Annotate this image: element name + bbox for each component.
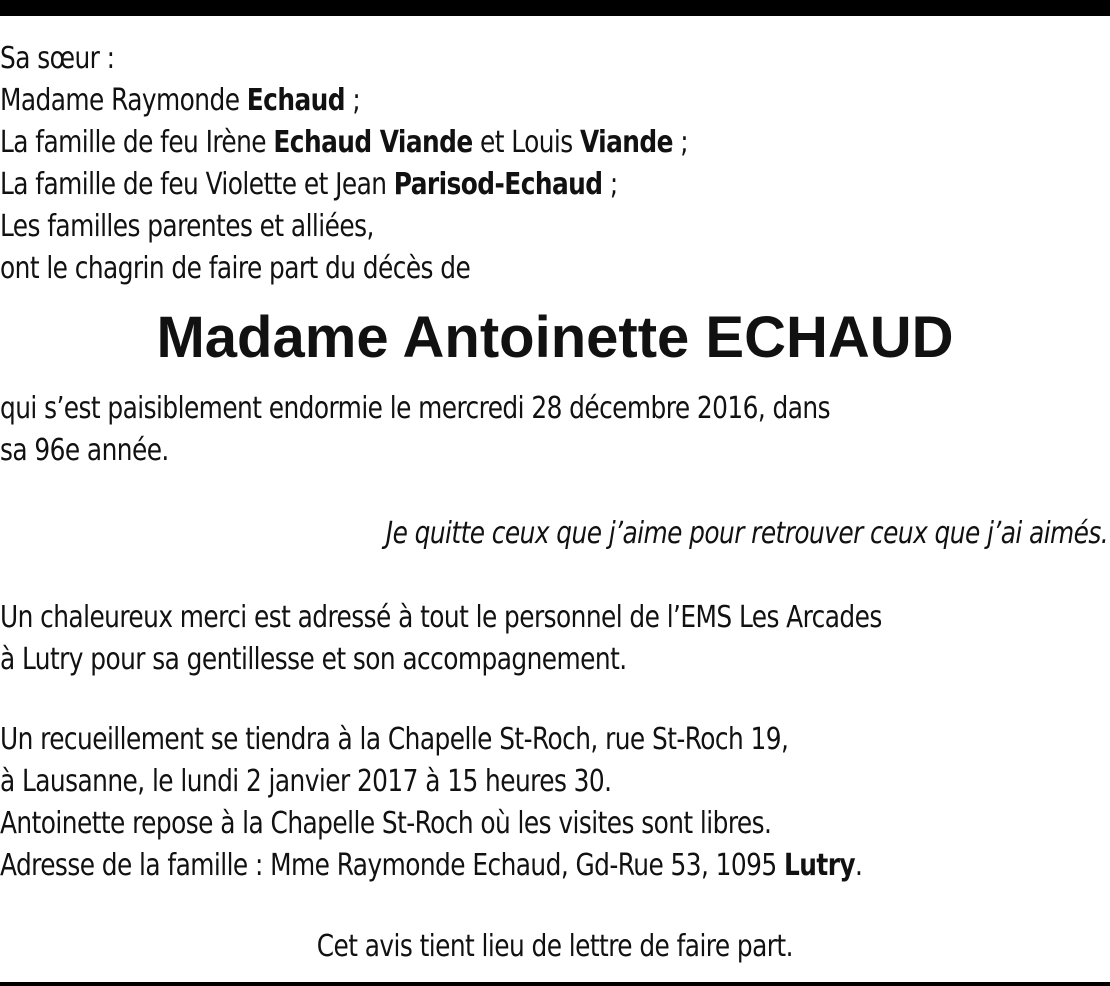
family-line-3-suffix: ; [602,167,618,202]
ceremony-line-4-suffix: . [855,848,863,883]
top-rule [0,0,1110,16]
ceremony-line-4-town: Lutry [783,848,856,883]
closing-text: Cet avis tient lieu de lettre de faire part. [316,929,794,964]
ceremony-line-4 [0,845,1110,887]
ceremony-line-4-prefix: Adresse de la famille : Mme Raymonde Echaud, Gd-Rue 53, 1095 [0,848,784,883]
family-line-3 [0,164,1021,206]
ceremony-line-3: Antoinette repose à la Chapelle St-Roch où les visites sont libres. [0,806,772,841]
ceremony-details [0,719,1110,887]
family-line-2 [0,122,1021,164]
thanks-line-1: Un chaleureux merci est adressé à tout le personnel de l’EMS Les Arcades [0,600,882,635]
family-line-1-name: Echaud [246,83,346,118]
closing-line [0,926,1110,968]
sister-label: Sa sœur : [0,41,115,76]
quote: Je quitte ceux que j’aime pour retrouver ceux que j’ai aimés. [385,516,1108,551]
deceased-name: Madame Antoinette ECHAUD [156,305,954,370]
family-line-1 [0,80,1021,122]
ceremony-line-1: Un recueillement se tiendra à la Chapelle St-Roch, rue St-Roch 19, [0,722,789,757]
ceremony-line-2: à Lausanne, le lundi 2 janvier 2017 à 15 heures 30. [0,764,612,799]
family-announcement [0,38,1021,290]
family-line-3-prefix: La famille de feu Violette et Jean [0,167,394,202]
family-line-2-prefix: La famille de feu Irène [0,125,274,160]
death-line-1: qui s’est paisiblement endormie le mercredi 28 décembre 2016, dans [0,391,830,426]
family-line-1-prefix: Madame Raymonde [0,83,247,118]
family-line-5: ont le chagrin de faire part du décès de [0,251,471,286]
family-line-4: Les familles parentes et alliées, [0,209,374,244]
death-notice [0,388,1110,472]
family-line-1-suffix: ; [345,83,361,118]
bottom-rule [0,982,1110,986]
thanks-paragraph [0,597,1110,681]
family-line-2-name-2: Viande [579,125,673,160]
family-line-2-suffix: ; [672,125,689,160]
death-line-2: sa 96e année. [0,433,169,468]
thanks-line-2: à Lutry pour sa gentillesse et son accompagnement. [0,642,627,677]
family-line-2-mid: et Louis [472,125,580,160]
family-line-2-name-1: Echaud Viande [273,125,473,160]
family-line-3-name: Parisod-Echaud [393,167,603,202]
